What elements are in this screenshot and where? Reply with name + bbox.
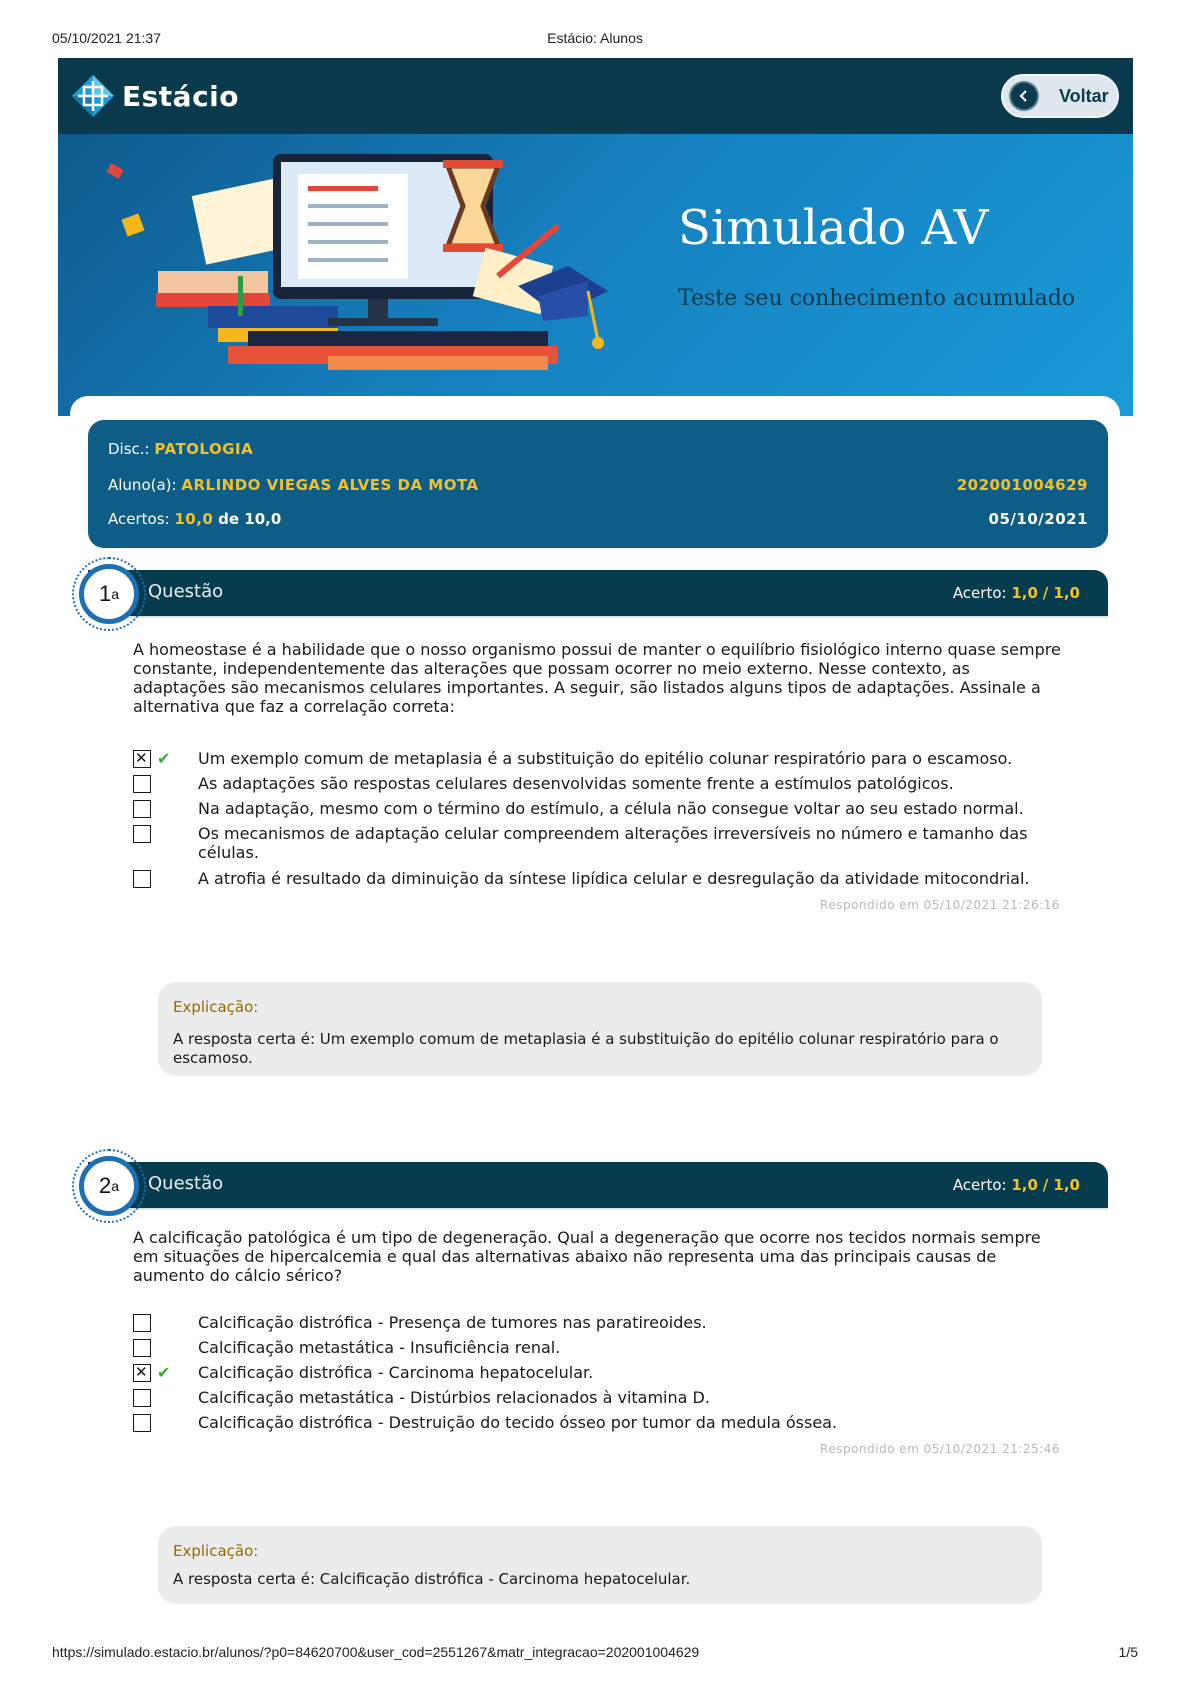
option-text: Os mecanismos de adaptação celular compreendem alterações irreversíveis no número e tamanho das células. bbox=[198, 824, 1028, 862]
answer-option[interactable] bbox=[133, 868, 1073, 888]
answer-option[interactable] bbox=[133, 823, 1073, 862]
answer-option[interactable] bbox=[133, 748, 1073, 768]
answer-option[interactable] bbox=[133, 798, 1073, 818]
checkbox[interactable] bbox=[133, 800, 151, 818]
option-text: Na adaptação, mesmo com o término do estímulo, a célula não consegue voltar ao seu estado normal. bbox=[198, 799, 1024, 818]
hero-banner bbox=[58, 134, 1133, 416]
print-date: 05/10/2021 21:37 bbox=[52, 30, 161, 46]
logo-text: Estácio bbox=[122, 79, 240, 113]
question-number-badge: 2 a bbox=[79, 1156, 139, 1216]
answered-timestamp: Respondido em 05/10/2021 21:26:16 bbox=[820, 898, 1060, 912]
checkbox[interactable] bbox=[133, 775, 151, 793]
option-text: As adaptações são respostas celulares desenvolvidas somente frente a estímulos patológicos. bbox=[198, 774, 954, 793]
question-divider bbox=[88, 616, 1108, 618]
back-label: Voltar bbox=[1059, 85, 1109, 106]
option-text: Calcificação distrófica - Destruição do tecido ósseo por tumor da medula óssea. bbox=[198, 1413, 838, 1432]
checkbox[interactable] bbox=[133, 1339, 151, 1357]
option-text: Calcificação metastática - Insuficiência renal. bbox=[198, 1338, 561, 1357]
answer-option[interactable] bbox=[133, 1412, 1073, 1432]
check-icon: ✔ bbox=[157, 749, 171, 768]
question-score: Acerto: 1,0 / 1,0 bbox=[952, 1176, 1080, 1194]
option-text: Um exemplo comum de metaplasia é a substituição do epitélio colunar respiratório para o escamoso. bbox=[198, 749, 1013, 768]
question-header bbox=[88, 1162, 1108, 1208]
explanation-box bbox=[158, 1526, 1042, 1604]
answer-option[interactable] bbox=[133, 1387, 1073, 1407]
score-row bbox=[108, 510, 281, 528]
checkbox-checked[interactable] bbox=[133, 1364, 151, 1382]
back-button[interactable] bbox=[1001, 74, 1119, 118]
answer-option[interactable] bbox=[133, 1337, 1073, 1357]
checkbox-checked[interactable] bbox=[133, 750, 151, 768]
discipline-label: Disc.: bbox=[108, 440, 150, 458]
score-total: de 10,0 bbox=[218, 510, 282, 528]
exam-date: 05/10/2021 bbox=[988, 510, 1088, 528]
answer-option[interactable] bbox=[133, 1362, 1073, 1382]
check-icon: ✔ bbox=[157, 1363, 171, 1382]
option-text: Calcificação distrófica - Carcinoma hepatocelular. bbox=[198, 1363, 594, 1382]
page-url: https://simulado.estacio.br/alunos/?p0=84620700&user_cod=2551267&matr_integracao=202001004629 bbox=[52, 1644, 700, 1660]
student-label: Aluno(a): bbox=[108, 476, 177, 494]
checkbox[interactable] bbox=[133, 1389, 151, 1407]
top-bar bbox=[58, 58, 1133, 134]
chevron-left-icon bbox=[1009, 81, 1039, 111]
question-score: Acerto: 1,0 / 1,0 bbox=[952, 584, 1080, 602]
student-row bbox=[108, 476, 479, 494]
registration-number: 202001004629 bbox=[956, 476, 1088, 494]
estacio-diamond-icon bbox=[70, 73, 116, 119]
explanation-text: A resposta certa é: Calcificação distrófica - Carcinoma hepatocelular. bbox=[173, 1570, 691, 1588]
explanation-title: Explicação: bbox=[173, 998, 259, 1016]
page-number: 1/5 bbox=[1118, 1644, 1138, 1660]
score-label: Acertos: bbox=[108, 510, 170, 528]
answered-timestamp: Respondido em 05/10/2021 21:25:46 bbox=[820, 1442, 1060, 1456]
question-text: A calcificação patológica é um tipo de degeneração. Qual a degeneração que ocorre nos tecidos normais sempre em situações de hipercalcemia e qual das alternativas abaixo não representa uma das principais causas de aumento do cálcio sérico? bbox=[133, 1228, 1041, 1285]
page-title: Simulado AV bbox=[678, 200, 989, 256]
option-text: Calcificação distrófica - Presença de tumores nas paratireoides. bbox=[198, 1313, 707, 1332]
discipline-value: PATOLOGIA bbox=[154, 440, 254, 458]
question-divider bbox=[88, 1208, 1108, 1210]
page-subtitle: Teste seu conhecimento acumulado bbox=[678, 286, 1076, 311]
explanation-text: A resposta certa é: Um exemplo comum de metaplasia é a substituição do epitélio colunar respiratório para o escamoso. bbox=[173, 1030, 999, 1067]
question-label: Questão bbox=[148, 581, 224, 602]
checkbox[interactable] bbox=[133, 1414, 151, 1432]
question-text: A homeostase é a habilidade que o nosso organismo possui de manter o equilíbrio fisiológico interno quase sempre constante, independentemente das alterações que possam ocorrer no meio externo. Nesse contexto, as adaptações são mecanismos celulares importantes. A seguir, são listados alguns tipos de adaptações. Assinale a alternativa que faz a correlação correta: bbox=[133, 640, 1061, 716]
study-illustration bbox=[98, 146, 658, 406]
discipline-row bbox=[108, 440, 253, 458]
checkbox[interactable] bbox=[133, 870, 151, 888]
question-number-badge: 1 a bbox=[79, 564, 139, 624]
student-info-box bbox=[88, 420, 1108, 548]
option-text: A atrofia é resultado da diminuição da síntese lipídica celular e desregulação da atividade mitocondrial. bbox=[198, 869, 1030, 888]
checkbox[interactable] bbox=[133, 825, 151, 843]
explanation-box bbox=[158, 982, 1042, 1076]
question-header bbox=[88, 570, 1108, 616]
score-value: 10,0 bbox=[174, 510, 214, 528]
estacio-logo[interactable] bbox=[70, 71, 239, 121]
print-header bbox=[0, 30, 1190, 50]
answer-option[interactable] bbox=[133, 1312, 1073, 1332]
print-title: Estácio: Alunos bbox=[547, 30, 643, 46]
explanation-title: Explicação: bbox=[173, 1542, 259, 1560]
answer-option[interactable] bbox=[133, 773, 1073, 793]
checkbox[interactable] bbox=[133, 1314, 151, 1332]
question-label: Questão bbox=[148, 1173, 224, 1194]
option-text: Calcificação metastática - Distúrbios relacionados à vitamina D. bbox=[198, 1388, 710, 1407]
student-name: ARLINDO VIEGAS ALVES DA MOTA bbox=[181, 476, 479, 494]
